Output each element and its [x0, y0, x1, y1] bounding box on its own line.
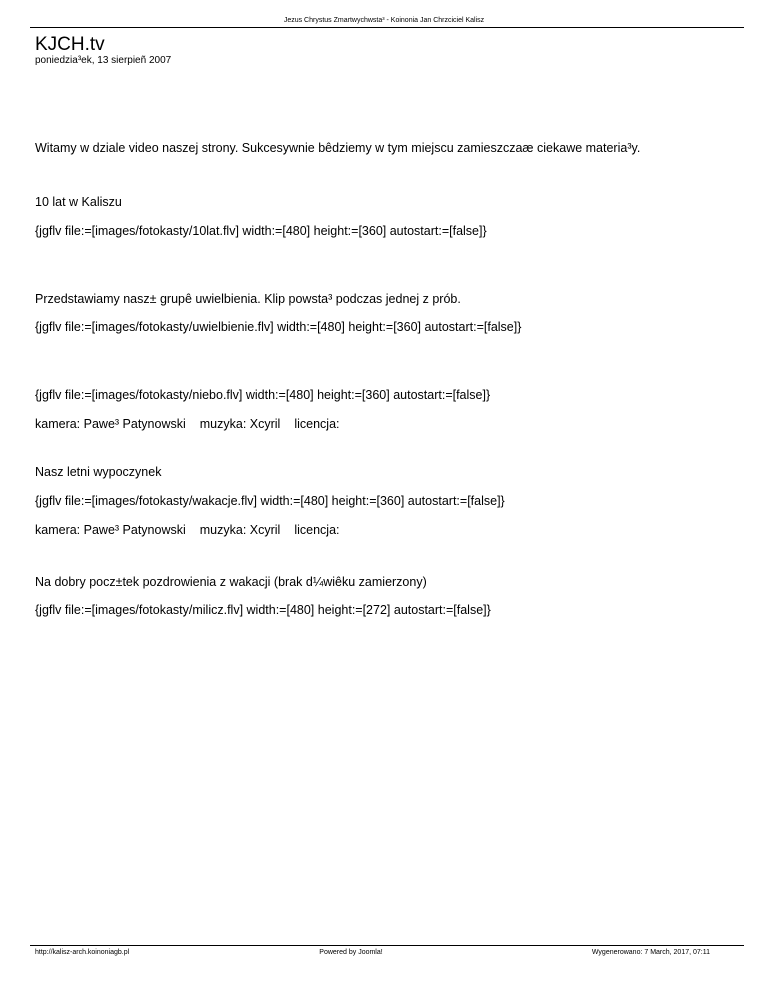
video-1-embed-code: {jgflv file:=[images/fotokasty/10lat.flv] width:=[480] height:=[360] autostart:=[false]} — [35, 224, 487, 238]
footer-site-url: http://kalisz-arch.koinoniagb.pl — [35, 949, 130, 956]
print-header-site-name: Jezus Chrystus Zmartwychwsta³ - Koinonia Jan Chrzciciel Kalisz — [283, 17, 485, 24]
video-4-license-credit: licencja: — [294, 523, 340, 537]
video-2-caption: Przedstawiamy nasz± grupê uwielbienia. Klip powsta³ podczas jednej z prób. — [35, 292, 461, 306]
article-date: poniedzia³ek, 13 sierpieñ 2007 — [35, 55, 172, 66]
video-4-credits — [35, 523, 340, 538]
intro-text: Witamy w dziale video naszej strony. Sukcesywnie bêdziemy w tym miejscu zamieszczaæ ciekawe materia³y. — [35, 141, 641, 155]
video-3-camera-credit: kamera: Pawe³ Patynowski — [35, 417, 186, 431]
footer-divider — [30, 945, 744, 946]
video-5-embed-code: {jgflv file:=[images/fotokasty/milicz.flv] width:=[480] height:=[272] autostart:=[false]} — [35, 603, 491, 617]
video-3-credits — [35, 417, 340, 432]
article-title: KJCH.tv — [35, 34, 105, 55]
header-divider — [30, 27, 744, 28]
video-3-music-credit: muzyka: Xcyril — [199, 417, 281, 431]
video-4-music-credit: muzyka: Xcyril — [199, 523, 281, 537]
video-3-embed-code: {jgflv file:=[images/fotokasty/niebo.flv] width:=[480] height:=[360] autostart:=[false]} — [35, 388, 491, 402]
video-4-camera-credit: kamera: Pawe³ Patynowski — [35, 523, 186, 537]
footer-generated-date: Wygenerowano: 7 March, 2017, 07:11 — [591, 949, 710, 956]
video-1-caption: 10 lat w Kaliszu — [35, 195, 122, 209]
video-5-caption: Na dobry pocz±tek pozdrowienia z wakacji (brak d¼wiêku zamierzony) — [35, 575, 427, 589]
video-4-caption: Nasz letni wypoczynek — [35, 465, 162, 479]
video-3-license-credit: licencja: — [294, 417, 340, 431]
footer-powered-by: Powered by Joomla! — [319, 949, 383, 956]
video-4-embed-code: {jgflv file:=[images/fotokasty/wakacje.flv] width:=[480] height:=[360] autostart:=[false]} — [35, 494, 505, 508]
video-2-embed-code: {jgflv file:=[images/fotokasty/uwielbienie.flv] width:=[480] height:=[360] autostart:=[false]} — [35, 320, 522, 334]
